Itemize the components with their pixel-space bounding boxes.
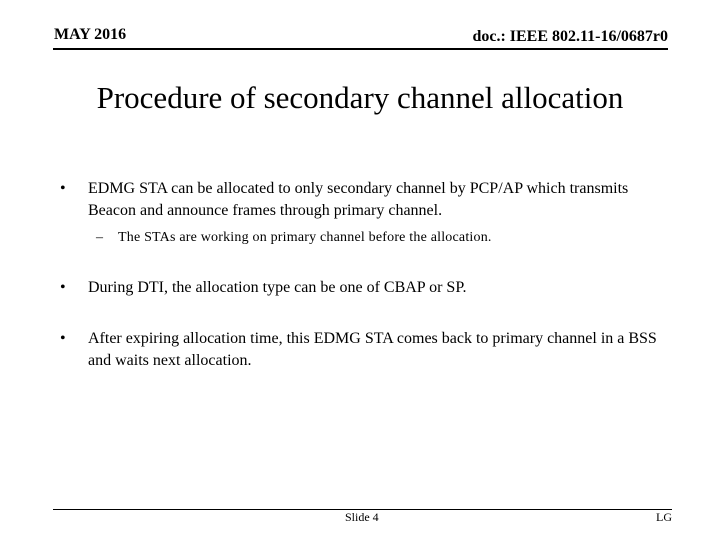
bullet-item: [58, 178, 668, 222]
bullet-text: During DTI, the allocation type can be one of CBAP or SP.: [88, 279, 467, 296]
bullet-text: EDMG STA can be allocated to only secondary channel by PCP/AP which transmits Beacon and announce frames through primary channel.: [88, 180, 629, 219]
sub-bullet-text: The STAs are working on primary channel before the allocation.: [118, 230, 492, 245]
bullet-mark: •: [60, 180, 66, 197]
sub-bullet-mark: –: [96, 230, 104, 245]
slide-body: [58, 178, 668, 372]
bullet-text: After expiring allocation time, this EDMG STA comes back to primary channel in a BSS and waits next allocation.: [88, 330, 657, 369]
header-rule: [53, 48, 668, 50]
footer-company: LG: [656, 510, 672, 524]
bullet-item: [58, 328, 668, 372]
header-date: MAY 2016: [54, 26, 127, 43]
bullet-mark: •: [60, 330, 66, 347]
header-doc-id: doc.: IEEE 802.11-16/0687r0: [472, 28, 668, 45]
footer-slide-number: Slide 4: [345, 510, 379, 524]
sub-bullet-item: [58, 228, 668, 247]
bullet-mark: •: [60, 279, 66, 296]
bullet-item: [58, 277, 668, 299]
slide-title: Procedure of secondary channel allocation: [96, 80, 624, 115]
